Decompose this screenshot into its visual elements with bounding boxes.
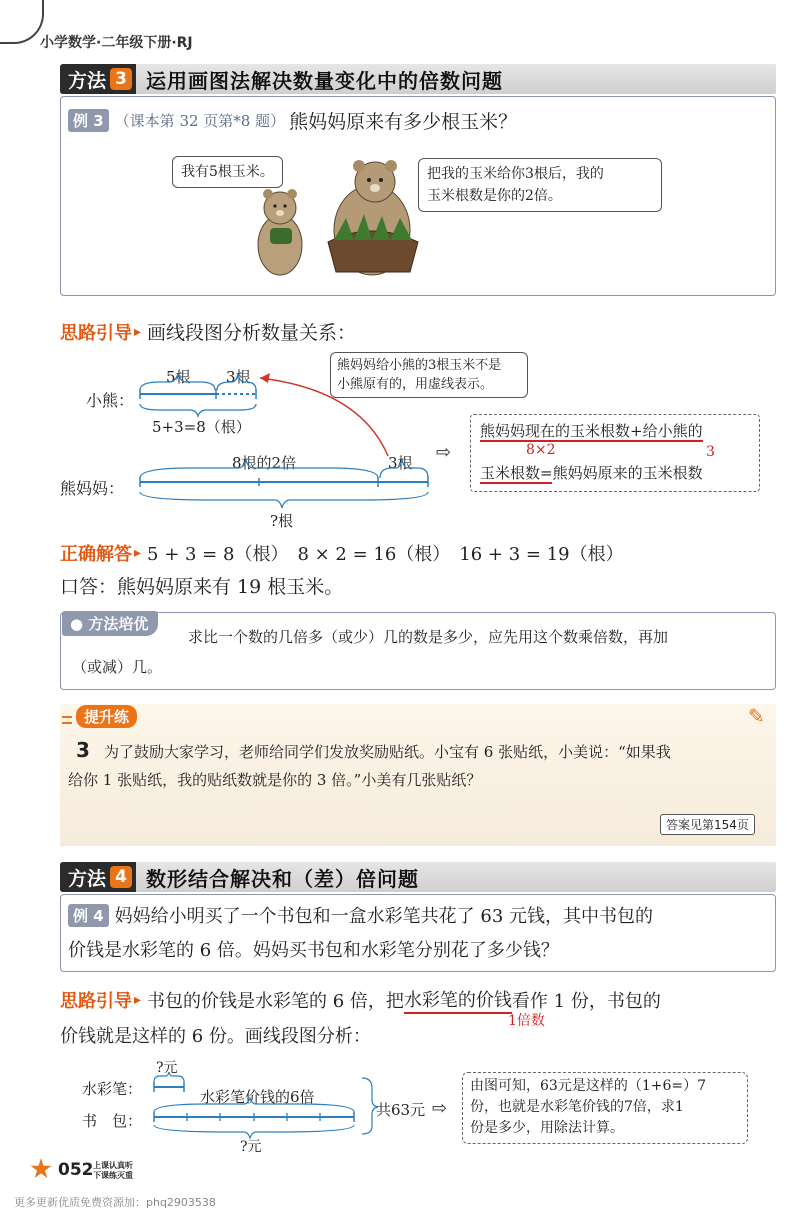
mama-3-label: 3根 [388,454,413,472]
segment-diagram-2 [148,1072,380,1142]
brace-sum [140,404,256,416]
thinking2-annotation: 1倍数 [508,1013,545,1029]
brace-8x2 [140,460,378,478]
mama-bear-label: 熊妈妈： [60,479,125,498]
triangle-icon: ▸ [134,545,142,561]
answer-row [60,540,624,566]
star-icon [30,1158,52,1180]
note-line2: 小熊原有的，用虚线表示。 [337,377,494,392]
triangle-icon: ▸ [134,992,142,1008]
small-bear-sum-label: 5+3=8（根） [152,418,251,436]
small-bear-speech-bubble: 我有5根玉米。 [172,156,283,188]
thinking2-label: 思路引导 [60,991,132,1012]
dot-icon: ● [70,615,84,633]
explanation-line3: 份是多少，用除法计算。 [470,1120,624,1136]
note-line1: 熊妈妈给小熊的3根玉米不是 [337,358,502,373]
equation-underline [480,482,552,484]
tip-line2: （或减）几。 [72,658,163,676]
method4-tag-text: 方法 [68,867,107,890]
brace-5 [140,374,215,390]
example3-tag: 例 3 [68,109,109,132]
practice-mark-2 [62,722,72,724]
answer-reference-badge: 答案见第154页 [660,814,755,835]
method3-number: 3 [110,68,132,90]
equation-line2 [480,462,703,483]
small-bear-icon [258,189,302,275]
practice-line2: 给你 1 张贴纸，我的贴纸数就是你的 3 倍。”小美有几张贴纸？ [68,771,482,789]
method4-title: 数形结合解决和（差）倍问题 [146,866,420,891]
brace-3 [217,374,256,390]
thinking2-line1-row [60,986,661,1014]
segment-diagram-1 [130,360,450,510]
total-label: 共63元 [376,1101,426,1119]
example4-tag: 例 4 [68,904,109,927]
answer-label: 正确解答 [60,544,132,565]
thinking1-row [60,318,356,345]
equation-part1: 熊妈妈现在的玉米根数+给小熊的 [480,422,703,440]
example4-line1: 妈妈给小明买了一个书包和一盒水彩笔共花了 63 元钱，其中书包的 [114,906,654,927]
method3-title: 运用画图法解决数量变化中的倍数问题 [146,68,504,93]
thinking2-line1-underlined: 水彩笔的价钱 [404,986,512,1014]
arrow-right-icon: ⇨ [432,1098,448,1119]
practice-number: 3 [76,738,90,762]
method3-banner [60,64,776,94]
explanation-line2: 份，也就是水彩笔价钱的7倍，求1 [470,1099,684,1115]
tip-box [60,612,776,690]
example3-question: 熊妈妈原来有多少根玉米？ [289,111,518,133]
six-times-label: 水彩笔价钱的6倍 [200,1088,315,1106]
mama-bubble-line2: 玉米根数是你的2倍。 [427,188,562,204]
watermark: 更多更新优质免费资源加：phq2903538 [14,1196,216,1209]
explanation-text [470,1076,706,1139]
small-bear-label: 小熊： [86,391,135,410]
example4-line2: 价钱是水彩笔的 6 倍。妈妈买书包和水彩笔分别花了多少钱？ [68,940,559,961]
method3-tag-text: 方法 [68,69,107,92]
pen-top-brace [154,1072,184,1082]
pencil-icon: ✎ [748,704,765,728]
practice-line1: 为了鼓励大家学习，老师给同学们发放奖励贴纸。小宝有 6 张贴纸，小美说：“如果我 [104,743,671,761]
footer-slogan1: 上课认真听 [93,1161,133,1170]
thinking2-line1-a: 书包的价钱是水彩笔的 6 倍，把 [147,991,404,1012]
method4-number: 4 [110,866,132,888]
example3-question-row [68,107,517,134]
arrow-right-icon: ⇨ [436,442,452,463]
method4-banner [60,862,776,892]
tip-line1: 求比一个数的几倍多（或少）几的数是多少，应先用这个数乘倍数，再加 [188,628,669,646]
tip-label [62,611,158,636]
footer-slogan [93,1161,133,1181]
mama-bear-speech-bubble [418,158,662,212]
brace-mama-total [140,492,428,508]
bag-question-label: ?元 [240,1139,262,1155]
answer-steps: 5 + 3 = 8（根） 8 × 2 = 16（根） 16 + 3 = 19（根） [147,544,624,565]
page-number: 052 [58,1160,94,1180]
thinking1-label: 思路引导 [60,322,132,344]
red-arrow [260,378,388,456]
equation-annotation-8x2: 8×2 [526,442,556,458]
corner-decoration [0,0,44,44]
bag-top-brace [154,1098,354,1112]
triangle-icon: ▸ [134,323,142,340]
page-header: 小学数学·二年级下册·RJ [40,35,193,51]
example4-line1-row [68,902,653,928]
method4-tag [60,862,136,892]
bears-illustration [250,160,430,280]
mama-bear-icon [328,160,418,275]
equation-annotation-3: 3 [706,444,715,460]
mama-question-label: ?根 [270,512,294,530]
practice-label: 提升练 [76,705,137,728]
explanation-line1: 由图可知，63元是这样的（1+6=）7 [470,1078,706,1094]
method3-tag [60,64,136,94]
equation-line1 [480,420,703,441]
bag-label: 书 包： [82,1112,143,1130]
thinking2-line2: 价钱就是这样的 6 份。画线段图分析： [60,1026,371,1047]
thinking1-text: 画线段图分析数量关系： [147,322,357,344]
brace-mama-3 [380,460,428,478]
practice-mark [62,716,72,718]
pen-question-label: ?元 [156,1060,178,1076]
example3-reference: （课本第 32 页第*8 题） [114,112,286,130]
small-bear-5-label: 5根 [166,368,191,386]
bag-bottom-brace [154,1125,354,1138]
thinking2-line1-b: 看作 1 份，书包的 [511,991,661,1012]
equation-part2: 玉米根数=熊妈妈原来的玉米根数 [480,464,703,482]
footer-slogan2: 下课练灭重 [93,1171,133,1180]
total-right-brace [362,1078,378,1134]
answer-reply: 口答：熊妈妈原来有 19 根玉米。 [60,576,344,598]
mama-bubble-line1: 把我的玉米给你3根后，我的 [427,166,604,182]
pen-label: 水彩笔： [82,1080,143,1098]
mama-8x2-label: 8根的2倍 [232,454,297,472]
red-arrow-head [260,373,270,383]
tip-label-text: 方法培优 [88,615,149,633]
small-bear-3-label: 3根 [226,368,251,386]
